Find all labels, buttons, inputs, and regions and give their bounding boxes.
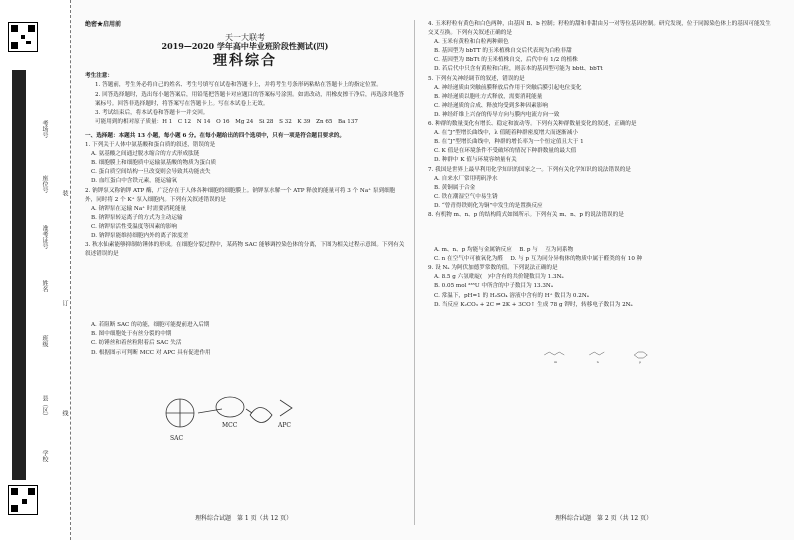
page-footer: 理科综合试题 第 1 页（共 12 页） xyxy=(195,515,293,522)
atomic-masses: 可能用到的相对原子质量：H 1 C 12 N 14 O 16 Mg 24 Si 28 S 32 K 39 Zn 65 Ba 137 xyxy=(95,118,358,125)
qr-code-icon xyxy=(8,22,38,52)
option: A. 8.5 g 六氢吡啶( )中含有的共价键数目为 1.3Nₐ xyxy=(434,274,564,281)
question-stem: 7. 我国是世界上最早利用化学知识的国家之一。下列有关化学知识的说法错误的是 xyxy=(428,166,631,173)
molecule-label-p: p xyxy=(639,360,642,364)
cut-label: 订 xyxy=(61,300,68,306)
molecule-structures xyxy=(428,345,773,385)
notice-item: 2. 回答选择题时，选出每小题答案后，用铅笔把答题卡对应题目的答案标号涂黑。如需改动，用橡皮擦干净后，再选涂其他答案标号。回答非选择题时，将答案写在答题卡上。写在本试卷上无效。 xyxy=(95,91,405,107)
option: B. 细胞膜上和细胞质中运输氨基酸的物质为蛋白质 xyxy=(91,160,217,167)
option: A. m、n、p 均能与金属钠反应 xyxy=(434,247,512,254)
option: A. 神经递质由突触前膜释放后作用于突触后膜引起电位变化 xyxy=(434,84,582,91)
cut-label: 线 xyxy=(61,410,68,416)
option: D. 神经纤维上兴奋的传导方向与膜内电流方向一致 xyxy=(434,111,560,118)
field-ticket: 准考证号 xyxy=(41,225,48,249)
option: C. 蛋白质空间结构一旦改变则会导致其功能丧失 xyxy=(91,169,211,176)
option: B. 基因型为 bbTT 的玉米植株自交后代表现为白粒非甜 xyxy=(434,48,572,55)
option: B. 黄铜属于合金 xyxy=(434,184,476,191)
option: D. 当反应 K₂CO₃ + 2C ⇌ 2K + 3CO↑ 生成 78 g 钾时，转移电子数目为 2Nₐ xyxy=(434,301,633,308)
option: C. 铁在潮湿空气中易生锈 xyxy=(434,193,498,200)
union-title: 天一大联考 xyxy=(225,33,265,43)
binding-band xyxy=(12,70,26,480)
option: C. 神经递质的合成、释放均受到多种因素影响 xyxy=(434,102,548,109)
option: D. 根据图示可判断 MCC 对 APC 具有促进作用 xyxy=(91,349,211,356)
option: C. n 在空气中可被氧化为醛 xyxy=(434,256,503,263)
cut-label: 装 xyxy=(61,190,68,196)
field-exam-room: 考场号 xyxy=(41,120,48,138)
option: C. 常温下，pH=1 的 H₂SO₄ 溶液中含有的 H⁺ 数目为 0.2Nₐ xyxy=(434,292,589,299)
question-stem: 3. 秋水仙素能够抑制纺锤体的形成。在细胞分裂过程中，某药物 SAC 能够调控染色体的分离，下图为相关过程示意图。下列有关叙述错误的是 xyxy=(85,242,405,258)
binding-sidebar xyxy=(0,0,71,540)
option: C. 基因型为 BbTt 的玉米植株自交，后代中有 1/2 的植株 xyxy=(434,57,578,64)
option: D. 种群中 K 值与环境容纳量有关 xyxy=(434,157,517,164)
secret-mark: 绝密★启用前 xyxy=(85,21,122,28)
question-stem: 8. 有机物 m、n、p 的结构简式如图所示。下列有关 m、n、p 的说法错误的是 xyxy=(428,211,624,218)
right-column xyxy=(428,20,773,310)
qr-code-icon xyxy=(8,485,38,515)
option: A. 钠钾泵在运输 Na⁺ 时需要消耗能量 xyxy=(91,205,187,212)
notice-item: 3. 考试结束后，将本试卷和答题卡一并交回。 xyxy=(95,109,209,116)
notice-item: 1. 答题前，考生务必将自己的姓名、考生号填写在试卷和答题卡上，并将考生号条形码粘贴在答题卡上的指定位置。 xyxy=(95,82,382,89)
option: D. 血红蛋白中含铁元素，能运输氧 xyxy=(91,178,178,185)
page-footer: 理科综合试题 第 2 页（共 12 页） xyxy=(555,515,653,522)
option: 互为同系物 xyxy=(545,247,574,254)
question-stem: 6. 种群的数量变化有增长、稳定和波动等。下列有关种群数量变化的叙述，正确的是 xyxy=(428,121,637,128)
option: A. 在“J”型增长曲线中，λ 值随着种群密度增大而逐渐减小 xyxy=(434,130,578,137)
option: B. 钠钾泵转运离子的方式为主动运输 xyxy=(91,214,183,221)
option: B. 图中细胞处于有丝分裂的中期 xyxy=(91,331,172,338)
option: B. 神经递质以胞吐方式释放，需要消耗能量 xyxy=(434,93,543,100)
option: B. 0.05 mol ²³⁵U 中所含的中子数目为 13.3Nₐ xyxy=(434,283,553,290)
question-stem: 4. 玉米籽粒有黄色和白色两种，由基因 B、b 控制；籽粒的甜和非甜由另一对等位基因控制。研究发现，位于同源染色体上的基因可能发生交叉互换。下列有关叙述正确的是 xyxy=(428,21,771,37)
field-school: 学校 xyxy=(41,450,48,462)
option: A. 玉米有黄粒和白粒两种颜色 xyxy=(434,39,509,46)
option: D. “曾青得铁则化为铜”中发生的是置换反应 xyxy=(434,202,543,209)
option: D. 钠钾泵能维持细胞内外的离子浓度差 xyxy=(91,232,189,239)
molecule-label-n: n xyxy=(596,360,599,364)
subject-title: 理科综合 xyxy=(213,53,277,70)
option: D. 与 p 互为同分异构体的物质中属于醛类的有 10 种 xyxy=(510,256,643,263)
question-stem: 2. 钠钾泵又称钠钾 ATP 酶，广泛存在于人体各种细胞的细胞膜上。钠钾泵水解一个 ATP 释放的能量可将 3 个 Na⁺ 泵到细胞外，同时将 2 个 K⁺ 泵入细胞内。下列有关叙述错误的是 xyxy=(85,187,396,203)
option: C. 钠钾泵活性受温度等因素的影响 xyxy=(91,223,177,230)
field-class: 班级 xyxy=(41,335,48,347)
field-name: 姓名 xyxy=(41,280,48,292)
question-stem: 5. 下列有关神经调节的叙述，错误的是 xyxy=(428,75,525,82)
option: A. 氨基酸之间通过脱水缩合的方式形成肽链 xyxy=(91,151,200,158)
field-county: 县（区） xyxy=(41,395,48,419)
molecule-label-m: m xyxy=(554,360,558,364)
diagram-label-mcc: MCC xyxy=(222,422,238,429)
field-seat: 座位号 xyxy=(41,175,48,193)
question-stem: 1. 下列关于人体中氨基酸和蛋白质的叙述，错误的是 xyxy=(85,142,216,149)
cell-division-diagram xyxy=(150,385,310,445)
option-row xyxy=(434,246,773,255)
option: A. 自来水厂常用明矾净水 xyxy=(434,175,498,182)
option: C. K 值是在环境条件不受破坏的情况下种群数量的最大值 xyxy=(434,148,577,155)
left-column xyxy=(85,20,405,358)
option: B. p 与 xyxy=(519,247,538,254)
option: D. 若后代中只含有黄粒和白粒，则亲本的基因型可能为 bbtt、bbTt xyxy=(434,66,603,73)
option: C. 纺锤丝和着丝粒附着后 SAC 失活 xyxy=(91,340,182,347)
section-title: 一、选择题：本题共 13 小题，每小题 6 分。在每小题给出的四个选项中，只有一项是符合题目要求的。 xyxy=(85,132,345,139)
option: B. 在“J”型增长曲线中，种群的增长率为一个恒定值且大于 1 xyxy=(434,139,584,146)
diagram-label-sac: SAC xyxy=(170,435,184,442)
diagram-label-apc: APC xyxy=(278,422,291,429)
notice-title: 考生注意： xyxy=(85,73,113,80)
exam-title: 2019—2020 学年高中毕业班阶段性测试(四) xyxy=(161,41,329,52)
question-stem: 9. 设 Nₐ 为阿伏加德罗常数的值。下列说法正确的是 xyxy=(428,265,558,272)
column-divider xyxy=(414,20,415,525)
option-row xyxy=(434,255,773,264)
option: A. 若阻断 SAC 的功能，细胞可能提前进入后期 xyxy=(91,322,210,329)
